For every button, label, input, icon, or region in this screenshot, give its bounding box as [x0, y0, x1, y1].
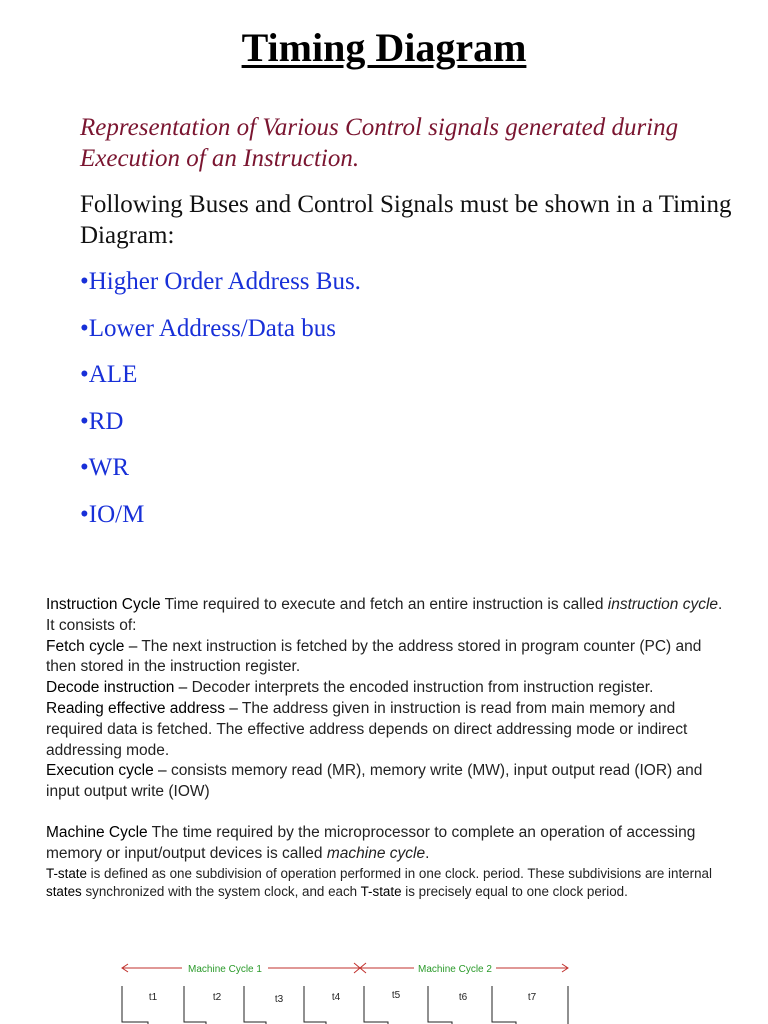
definition-text: consists memory read (MR), memory write (MW), input output read (IOR) and input output write (IOW) — [46, 762, 703, 801]
definition-text: is precisely equal to one clock period. — [401, 884, 628, 900]
list-item: •ALE — [80, 361, 138, 388]
t-state-label: t3 — [274, 994, 284, 1005]
definition-text: . It consists of: — [46, 596, 723, 634]
decode-paragraph — [46, 678, 726, 699]
term: Instruction Cycle — [46, 596, 161, 613]
list-item: •IO/M — [80, 500, 145, 528]
term: T-state — [46, 865, 87, 881]
t-state-labels — [149, 990, 537, 1005]
t-state-label: t6 — [458, 992, 468, 1003]
list-item: •Lower Address/Data bus — [80, 314, 336, 342]
definition-text: . — [425, 844, 430, 862]
list-item: •RD — [80, 407, 124, 435]
clock-waveform — [122, 986, 568, 1024]
machine-cycle-2-label: Machine Cycle 2 — [418, 964, 492, 975]
timing-diagram — [0, 950, 768, 1024]
t-state-label: t7 — [527, 992, 537, 1003]
notes-section — [46, 595, 726, 902]
term: Reading effective address – — [46, 699, 242, 717]
t-state-label: t5 — [391, 990, 401, 1001]
term: Decode instruction – — [46, 679, 192, 697]
definition-text: synchronized with the system clock, and each — [81, 884, 361, 900]
machine-cycle-paragraph — [46, 823, 726, 865]
definition-text: The time required by the microprocessor to complete an operation of accessing memory or input/output devices is called — [46, 823, 696, 862]
list-item: •WR — [80, 454, 130, 481]
term: Fetch cycle – — [46, 637, 142, 655]
list-item: •Higher Order Address Bus. — [80, 268, 361, 295]
instruction-cycle-paragraph — [46, 595, 726, 637]
definition-text: Time required to execute and fetch an entire instruction is called — [160, 596, 608, 613]
t-state-label: t4 — [331, 992, 341, 1003]
term: states — [46, 884, 82, 900]
definition-text: The next instruction is fetched by the address stored in program counter (PC) and then stored in the instruction register. — [46, 637, 702, 676]
execution-cycle-paragraph — [46, 761, 726, 803]
t-state-label: t1 — [148, 992, 158, 1003]
page-title: Timing Diagram — [241, 25, 527, 70]
definition-text: is defined as one subdivision of operation performed in one clock. period. These subdivisions are internal — [86, 865, 712, 881]
subtitle: Representation of Various Control signals generated during Execution of an Instruction. — [80, 114, 679, 172]
tstate-paragraph — [46, 865, 726, 902]
term: T-state — [360, 884, 402, 900]
intro-text: Following Buses and Control Signals must be shown in a Timing Diagram: — [80, 191, 732, 249]
emphasis: machine cycle — [326, 844, 426, 862]
t-state-label: t2 — [212, 992, 222, 1003]
emphasis: instruction cycle — [607, 596, 719, 613]
machine-cycle-arrows — [122, 963, 568, 975]
machine-cycle-1-label: Machine Cycle 1 — [188, 964, 262, 975]
signal-list — [80, 266, 361, 545]
term: Machine Cycle — [46, 823, 148, 841]
reading-address-paragraph — [46, 699, 726, 761]
definition-text: Decoder interprets the encoded instruction from instruction register. — [191, 679, 654, 697]
fetch-cycle-paragraph — [46, 637, 726, 679]
term: Execution cycle – — [46, 762, 171, 780]
definition-text: The address given in instruction is read from main memory and required data is fetched. The effective address depends on direct addressing mode or indirect addressing mode. — [46, 699, 688, 759]
